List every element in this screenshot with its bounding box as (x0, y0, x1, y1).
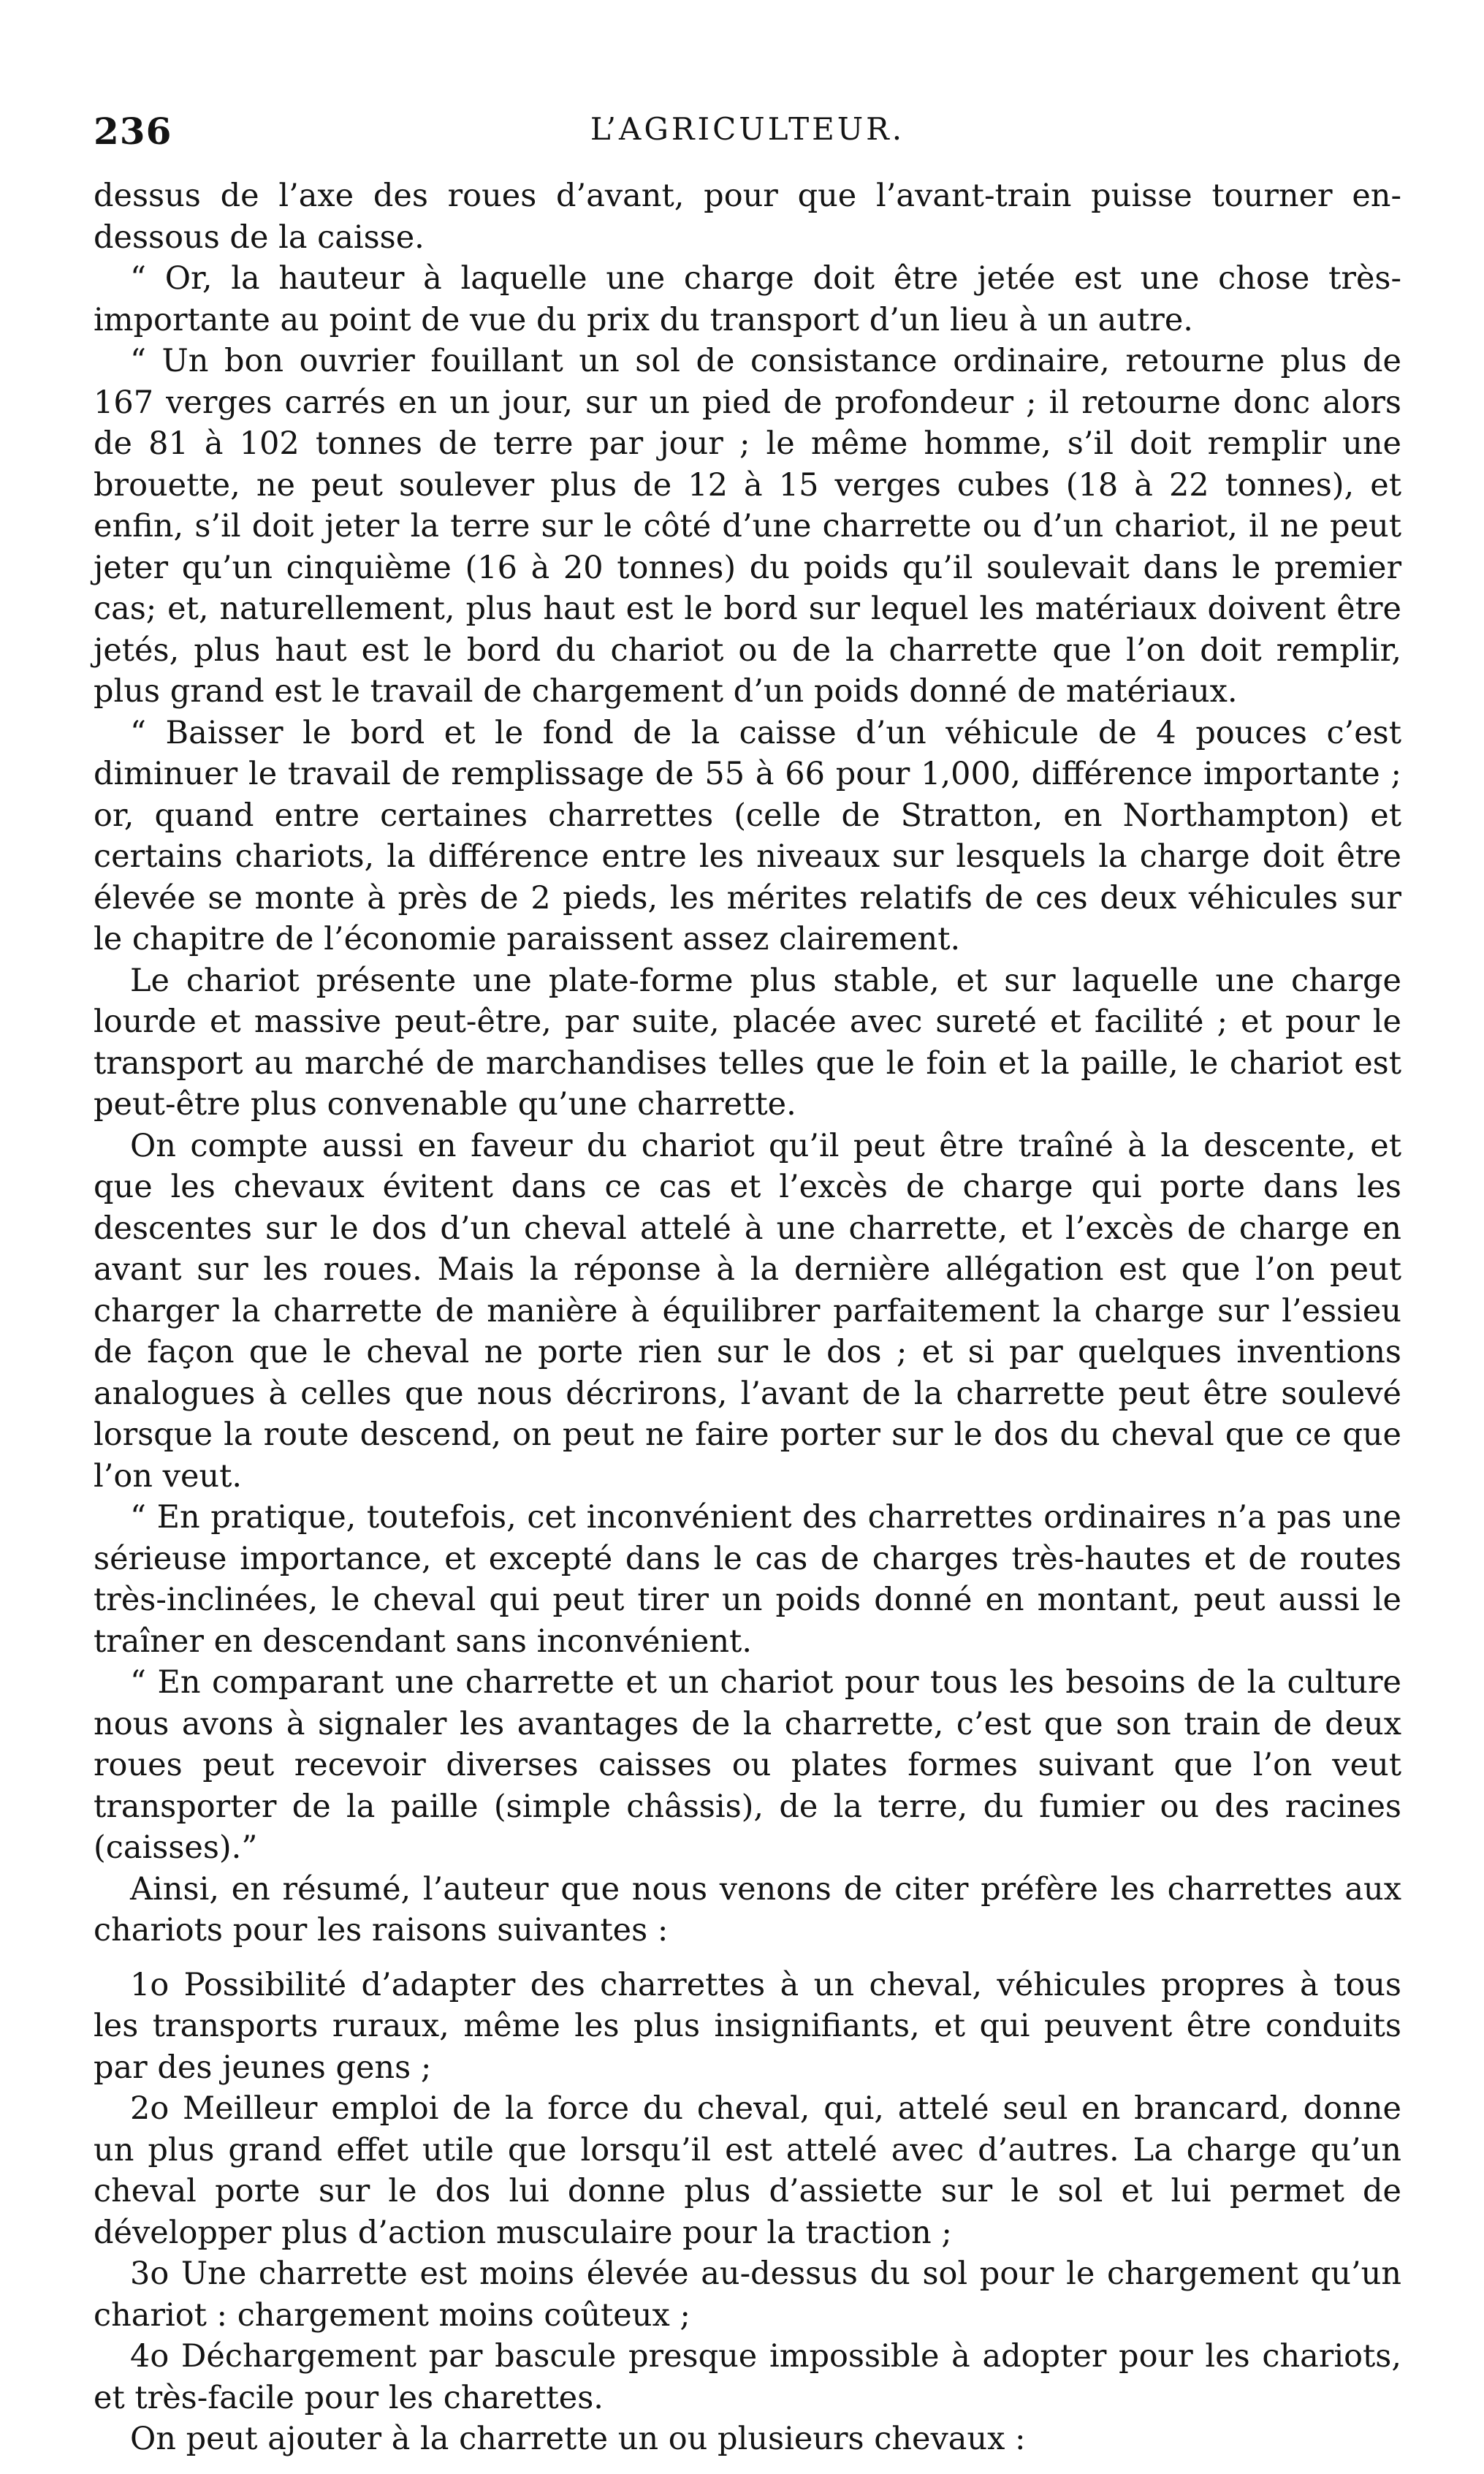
paragraph-continued: dessus de l’axe des roues d’avant, pour que l’avant-train puisse tourner en-dessous de la caisse. (94, 178, 1401, 256)
list-item-3: 3o Une charrette est moins élevée au-dessus du sol pour le chargement qu’un chariot : chargement moins coûteux ; (94, 2255, 1401, 2334)
book-page (94, 110, 1401, 2460)
paragraph: Le chariot présente une plate-forme plus stable, et sur laquelle une charge lourde et massive peut-être, par suite, placée avec sureté et facilité ; et pour le transport au marché de marchandises telles que le foin et la paille, le chariot est peut-être plus convenable qu’une charrette. (94, 962, 1401, 1123)
list-item-4: 4o Déchargement par bascule presque impossible à adopter pour les chariots, et très-facile pour les charettes. (94, 2338, 1401, 2416)
paragraph: “ Or, la hauteur à laquelle une charge doit être jetée est une chose très-importante au point de vue du prix du transport d’un lieu à un autre. (94, 260, 1401, 338)
paragraph: On compte aussi en faveur du chariot qu’il peut être traîné à la descente, et que les chevaux évitent dans ce cas et l’excès de charge qui porte dans les descentes sur le dos d’un cheval attelé à une charrette, et l’excès de charge en avant sur les roues. Mais la réponse à la dernière allégation est que l’on peut charger la charrette de manière à équilibrer parfaitement la charge sur l’essieu de façon que le cheval ne porte rien sur le dos ; et si par quelques inventions analogues à celles que nous décrirons, l’avant de la charrette peut être soulevé lorsque la route descend, on peut ne faire porter sur le dos du cheval que ce que l’on veut. (94, 1127, 1401, 1495)
paragraph: “ Baisser le bord et le fond de la caisse d’un véhicule de 4 pouces c’est diminuer le travail de remplissage de 55 à 66 pour 1,000, différence importante ; or, quand entre certaines charrettes (celle de Stratton, en Northampton) et certains chariots, la différence entre les niveaux sur lesquels la charge doit être élevée se monte à près de 2 pieds, les mérites relatifs de ces deux véhicules sur le chapitre de l’économie paraissent assez clairement. (94, 714, 1401, 957)
paragraph: Ainsi, en résumé, l’auteur que nous venons de citer préfère les charrettes aux chariots pour les raisons suivantes : (94, 1870, 1401, 1949)
running-title: L’AGRICULTEUR. (590, 111, 905, 147)
list-item-2: 2o Meilleur emploi de la force du cheval, qui, attelé seul en brancard, donne un plus grand effet utile que lorsqu’il est attelé avec d’autres. La charge qu’un cheval porte sur le dos lui donne plus d’assiette sur le sol et lui permet de développer plus d’action musculaire pour la traction ; (94, 2090, 1401, 2251)
page-header (94, 110, 1401, 175)
paragraph: “ Un bon ouvrier fouillant un sol de consistance ordinaire, retourne plus de 167 verges carrés en un jour, sur un pied de profondeur ; il retourne donc alors de 81 à 102 tonnes de terre par jour ; le même homme, s’il doit remplir une brouette, ne peut soulever plus de 12 à 15 verges cubes (18 à 22 tonnes), et enfin, s’il doit jeter la terre sur le côté d’une charrette ou d’un chariot, il ne peut jeter qu’un cinquième (16 à 20 tonnes) du poids qu’il soulevait dans le premier cas; et, naturellement, plus haut est le bord sur lequel les matériaux doivent être jetés, plus haut est le bord du chariot ou de la charrette que l’on doit remplir, plus grand est le travail de chargement d’un poids donné de matériaux. (94, 343, 1401, 710)
paragraph: On peut ajouter à la charrette un ou plusieurs chevaux : (130, 2421, 1026, 2457)
page-number: 236 (94, 110, 172, 153)
body-text (94, 175, 1401, 2460)
paragraph: “ En pratique, toutefois, cet inconvénient des charrettes ordinaires n’a pas une sérieuse importance, et excepté dans le cas de charges très-hautes et de routes très-inclinées, le cheval qui peut tirer un poids donné en montant, peut aussi le traîner en descendant sans inconvénient. (94, 1499, 1401, 1660)
list-item-1: 1o Possibilité d’adapter des charrettes à un cheval, véhicules propres à tous les transports ruraux, même les plus insignifiants, et qui peuvent être conduits par des jeunes gens ; (94, 1966, 1401, 2086)
paragraph: “ En comparant une charrette et un chariot pour tous les besoins de la culture nous avons à signaler les avantages de la charrette, c’est que son train de deux roues peut recevoir diverses caisses ou plates formes suivant que l’on veut transporter de la paille (simple châssis), de la terre, du fumier ou des racines (caisses).” (94, 1664, 1401, 1866)
